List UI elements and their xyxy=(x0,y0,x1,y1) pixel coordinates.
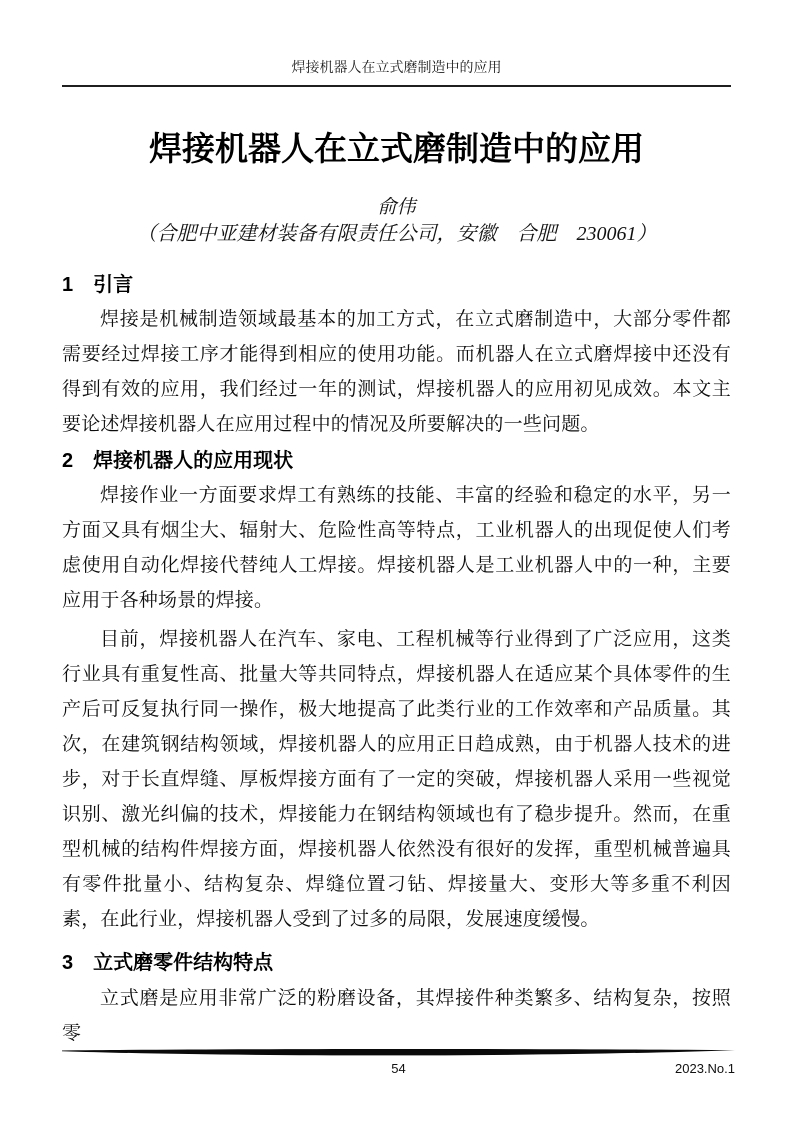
footer-meta xyxy=(62,1060,735,1078)
page-footer xyxy=(62,1048,735,1078)
header-rule xyxy=(62,85,731,87)
section-2-paragraph-2: 目前，焊接机器人在汽车、家电、工程机械等行业得到了广泛应用，这类行业具有重复性高、批量大等共同特点，焊接机器人在适应某个具体零件的生产后可反复执行同一操作，极大地提高了此类行业的工作效率和产品质量。其次，在建筑钢结构领域，焊接机器人的应用正日趋成熟，由于机器人技术的进步，对于长直焊缝、厚板焊接方面有了一定的突破，焊接机器人采用一些视觉识别、激光纠偏的技术，焊接能力在钢结构领域也有了稳步提升。然而，在重型机械的结构件焊接方面，焊接机器人依然没有很好的发挥，重型机械普遍具有零件批量小、结构复杂、焊缝位置刁钻、焊接量大、变形大等多重不利因素，在此行业，焊接机器人受到了过多的局限，发展速度缓慢。 xyxy=(62,629,731,930)
section-3-paragraph-1: 立式磨是应用非常广泛的粉磨设备，其焊接件种类繁多、结构复杂，按照零 xyxy=(62,988,731,1044)
section-2-paragraph-1: 焊接作业一方面要求焊工有熟练的技能、丰富的经验和稳定的水平，另一方面又具有烟尘大、辐射大、危险性高等特点，工业机器人的出现促使人们考虑使用自动化焊接代替纯人工焊接。焊接机器人是工业机器人中的一种，主要应用于各种场景的焊接。 xyxy=(62,485,731,611)
section-2-heading: 2 焊接机器人的应用现状 xyxy=(62,450,294,472)
author-name: 俞伟 xyxy=(377,197,416,218)
page-number: 54 xyxy=(391,1061,406,1076)
author-affiliation: （合肥中亚建材装备有限责任公司，安徽 合肥 230061） xyxy=(136,223,657,245)
section-1-paragraph-1: 焊接是机械制造领域最基本的加工方式，在立式磨制造中，大部分零件都需要经过焊接工序才能得到相应的使用功能。而机器人在立式磨焊接中还没有得到有效的应用，我们经过一年的测试，焊接机器人的应用初见成效。本文主要论述焊接机器人在应用过程中的情况及所要解决的一些问题。 xyxy=(62,309,731,435)
running-head: 焊接机器人在立式磨制造中的应用 xyxy=(291,61,502,76)
page-title: 焊接机器人在立式磨制造中的应用 xyxy=(149,130,644,167)
section-3-heading: 3 立式磨零件结构特点 xyxy=(62,952,274,974)
section-1-heading: 1 引言 xyxy=(62,274,134,296)
issue-label: 2023.No.1 xyxy=(675,1061,735,1076)
footer-rule-icon xyxy=(62,1048,735,1058)
